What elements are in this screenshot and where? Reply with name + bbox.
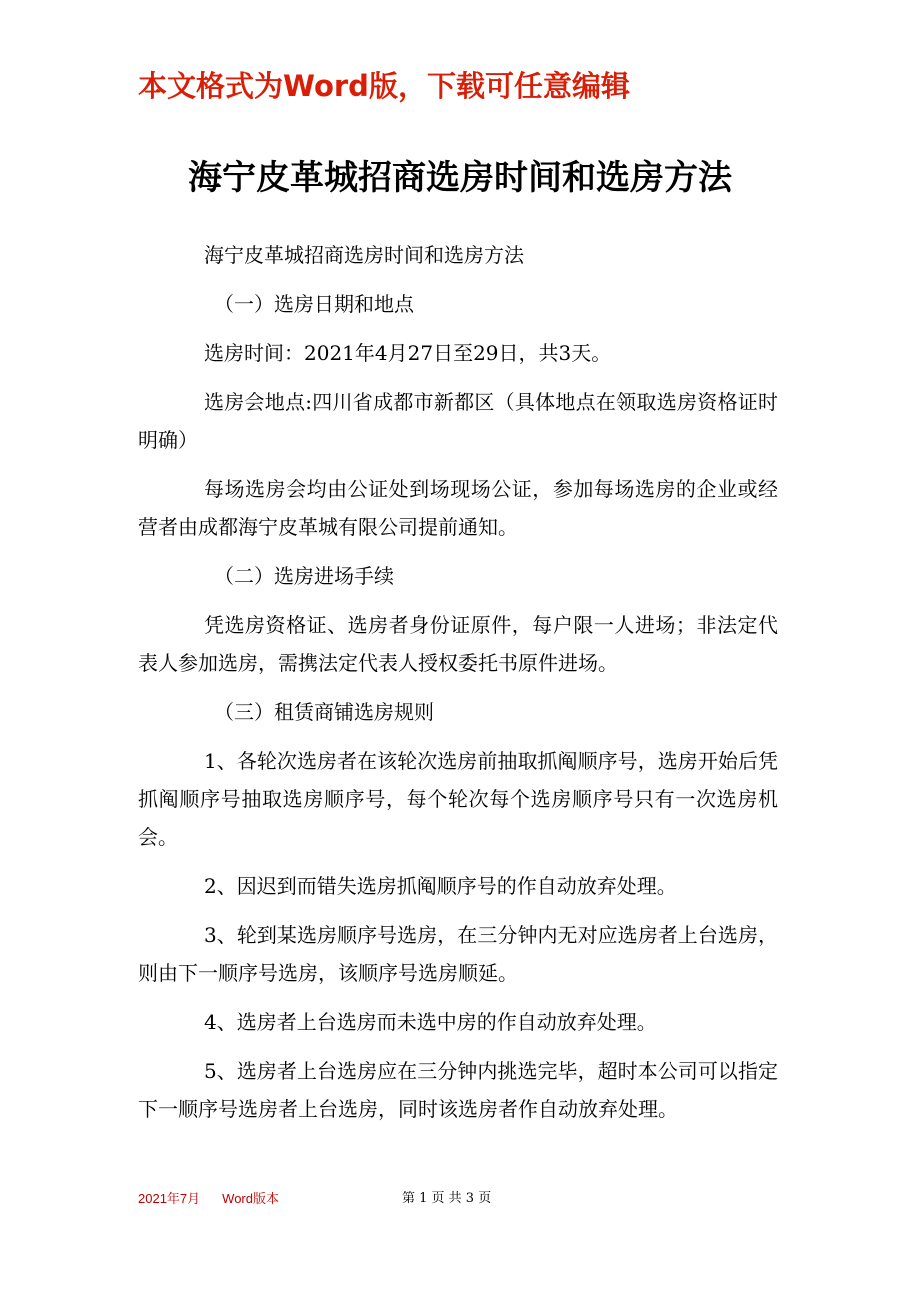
footer-date: 2021年7月: [138, 1191, 201, 1206]
section-heading-3: （三）租赁商铺选房规则: [214, 700, 434, 724]
rule-3: 3、轮到某选房顺序号选房，在三分钟内无对应选房者上台选房，则由下一顺序号选房，该顺序号选房顺延。: [138, 923, 778, 985]
footer-version: Word版本: [222, 1191, 279, 1206]
section-heading-2: （二）选房进场手续: [214, 564, 394, 588]
paragraph-time: 选房时间：2021年4月27日至29日，共3天。: [204, 341, 612, 365]
paragraph-notary: 每场选房会均由公证处到场现场公证，参加每场选房的企业或经营者由成都海宁皮革城有限公司提前通知。: [138, 477, 778, 539]
word-format-banner: 本文格式为Word版，下载可任意编辑: [138, 69, 630, 103]
rule-5: 5、选房者上台选房应在三分钟内挑选完毕，超时本公司可以指定下一顺序号选房者上台选房，同时该选房者作自动放弃处理。: [138, 1059, 778, 1121]
rule-1: 1、各轮次选房者在该轮次选房前抽取抓阄顺序号，选房开始后凭抓阄顺序号抽取选房顺序号，每个轮次每个选房顺序号只有一次选房机会。: [138, 749, 778, 849]
rule-2: 2、因迟到而错失选房抓阄顺序号的作自动放弃处理。: [204, 874, 677, 898]
rule-4: 4、选房者上台选房而未选中房的作自动放弃处理。: [204, 1010, 657, 1034]
footer-left: [138, 1188, 279, 1210]
footer-page-number: 第 1 页 共 3 页: [402, 1191, 492, 1206]
section-heading-1: （一）选房日期和地点: [214, 292, 414, 316]
page-title: 海宁皮革城招商选房时间和选房方法: [188, 158, 732, 198]
page-footer: [138, 1188, 778, 1210]
paragraph-intro: 海宁皮革城招商选房时间和选房方法: [204, 243, 524, 267]
document-body: [138, 236, 778, 1139]
paragraph-location: 选房会地点:四川省成都市新都区（具体地点在领取选房资格证时明确）: [138, 390, 778, 452]
paragraph-entry: 凭选房资格证、选房者身份证原件，每户限一人进场；非法定代表人参加选房，需携法定代表人授权委托书原件进场。: [138, 613, 778, 675]
